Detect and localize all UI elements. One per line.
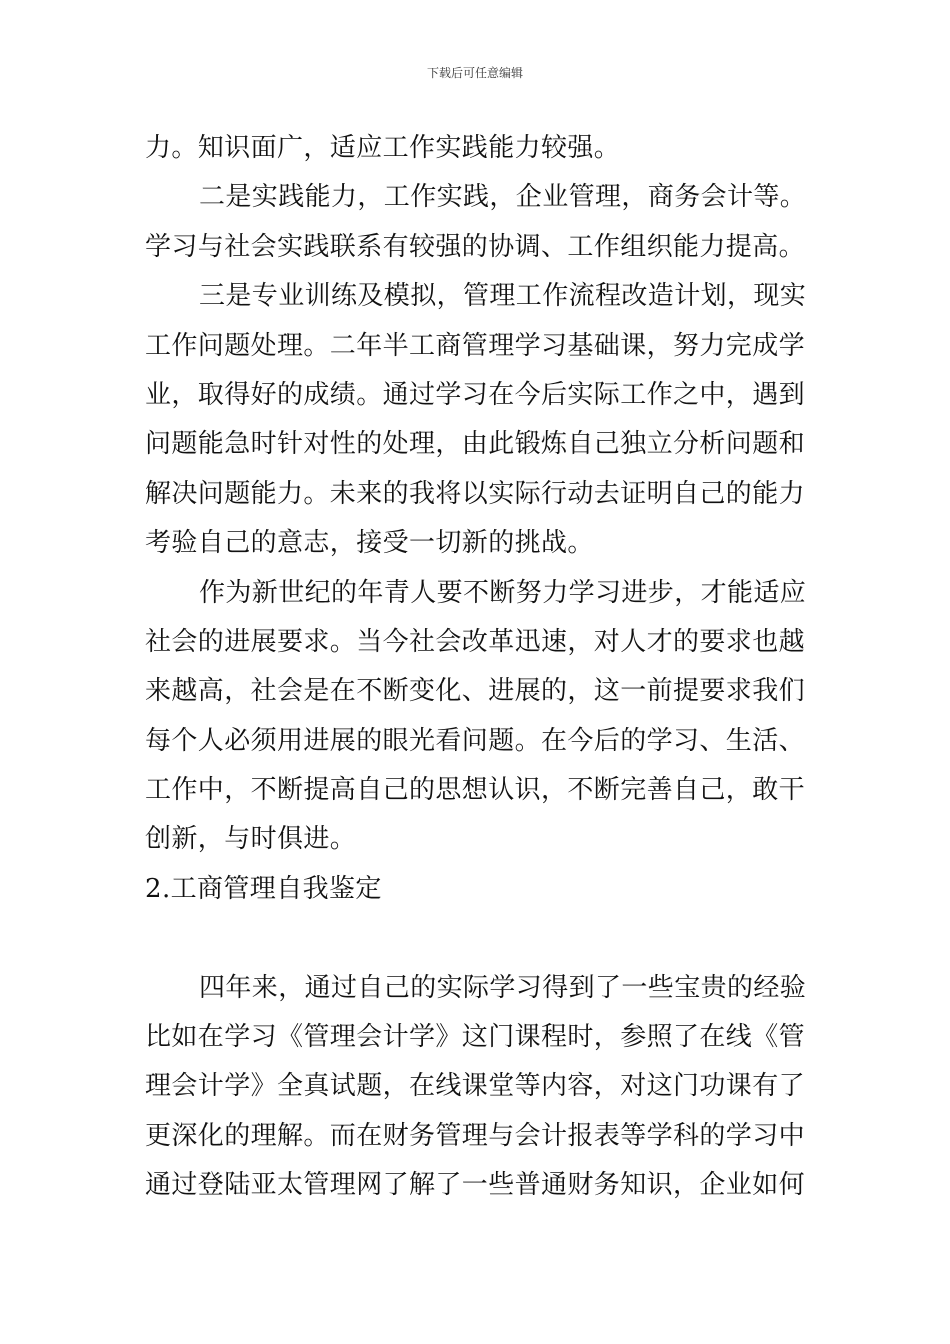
text-line: 通过登陆亚太管理网了解了一些普通财务知识，企业如何 <box>145 1170 806 1201</box>
text-line: 创新，与时俱进。 <box>145 824 357 855</box>
page-header: 下载后可任意编辑 <box>426 66 523 80</box>
text-line: 社会的进展要求。当今社会改革迅速，对人才的要求也越 <box>145 626 806 657</box>
text-line: 更深化的理解。而在财务管理与会计报表等学科的学习中 <box>145 1120 806 1151</box>
text-line: 工作中，不断提高自己的思想认识，不断完善自己，敢干 <box>145 775 806 806</box>
paragraph-start-line: 四年来，通过自己的实际学习得到了一些宝贵的经验 <box>199 972 807 1003</box>
text-line: 来越高，社会是在不断变化、进展的，这一前提要求我们 <box>145 676 806 707</box>
blank-line <box>145 914 810 963</box>
paragraph-start-line: 二是实践能力，工作实践，企业管理，商务会计等。 <box>199 182 807 213</box>
text-line: 业，取得好的成绩。通过学习在今后实际工作之中，遇到 <box>145 379 806 410</box>
text-line: 力。知识面广，适应工作实践能力较强。 <box>145 133 621 163</box>
text-line: 考验自己的意志，接受一切新的挑战。 <box>145 528 594 559</box>
text-line: 学习与社会实践联系有较强的协调、工作组织能力提高。 <box>145 231 806 262</box>
text-line: 每个人必须用进展的眼光看问题。在今后的学习、生活、 <box>145 725 806 756</box>
document-body <box>145 124 810 1211</box>
text-line: 工作问题处理。二年半工商管理学习基础课，努力完成学 <box>145 330 806 361</box>
paragraph-start-line: 三是专业训练及模拟，管理工作流程改造计划，现实 <box>199 281 807 312</box>
text-line: 解决问题能力。未来的我将以实际行动去证明自己的能力 <box>145 478 806 509</box>
text-line: 问题能急时针对性的处理，由此锻炼自己独立分析问题和 <box>145 429 806 460</box>
paragraph-start-line: 作为新世纪的年青人要不断努力学习进步，才能适应 <box>199 577 807 608</box>
text-line: 理会计学》全真试题，在线课堂等内容，对这门功课有了 <box>145 1071 806 1102</box>
text-line: 比如在学习《管理会计学》这门课程时，参照了在线《管 <box>145 1022 806 1053</box>
section-heading: 2.工商管理自我鉴定 <box>145 873 382 904</box>
